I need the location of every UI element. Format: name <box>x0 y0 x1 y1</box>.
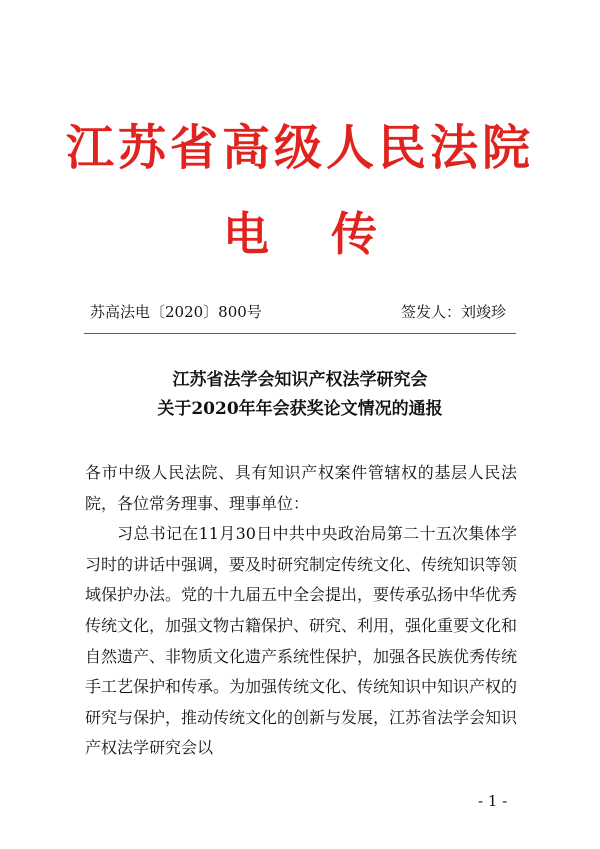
salutation: 各市中级人民法院、具有知识产权案件管辖权的基层人民法院，各位常务理事、理事单位： <box>85 463 517 513</box>
issuing-organization-title: 江苏省高级人民法院 <box>65 120 534 176</box>
body-text <box>85 458 517 764</box>
document-number: 苏高法电〔2020〕800号 <box>90 303 262 321</box>
notice-title-line-1: 江苏省法学会知识产权法学研究会 <box>172 370 428 390</box>
notice-title-line-2: 关于2020年年会获奖论文情况的通报 <box>157 399 443 419</box>
page-number: - 1 - <box>478 792 508 810</box>
document-type-title: 电传 <box>223 207 439 261</box>
signer: 签发人：刘竣珍 <box>400 303 506 321</box>
red-separator-line <box>84 333 516 334</box>
body-paragraph: 习总书记在11月30日中共中央政治局第二十五次集体学习时的讲话中强调，要及时研究制定传统文化、传统知识等领域保护办法。党的十九届五中全会提出，要传承弘扬中华优秀传统文化，加强文物古籍保护、研究、利用，强化重要文化和自然遗产、非物质文化遗产系统性保护，加强各民族优秀传统手工艺保护和传承。为加强传统文化、传统知识中知识产权的研究与保护，推动传统文化的创新与发展，江苏省法学会知识产权法学研究会以 <box>85 524 518 758</box>
